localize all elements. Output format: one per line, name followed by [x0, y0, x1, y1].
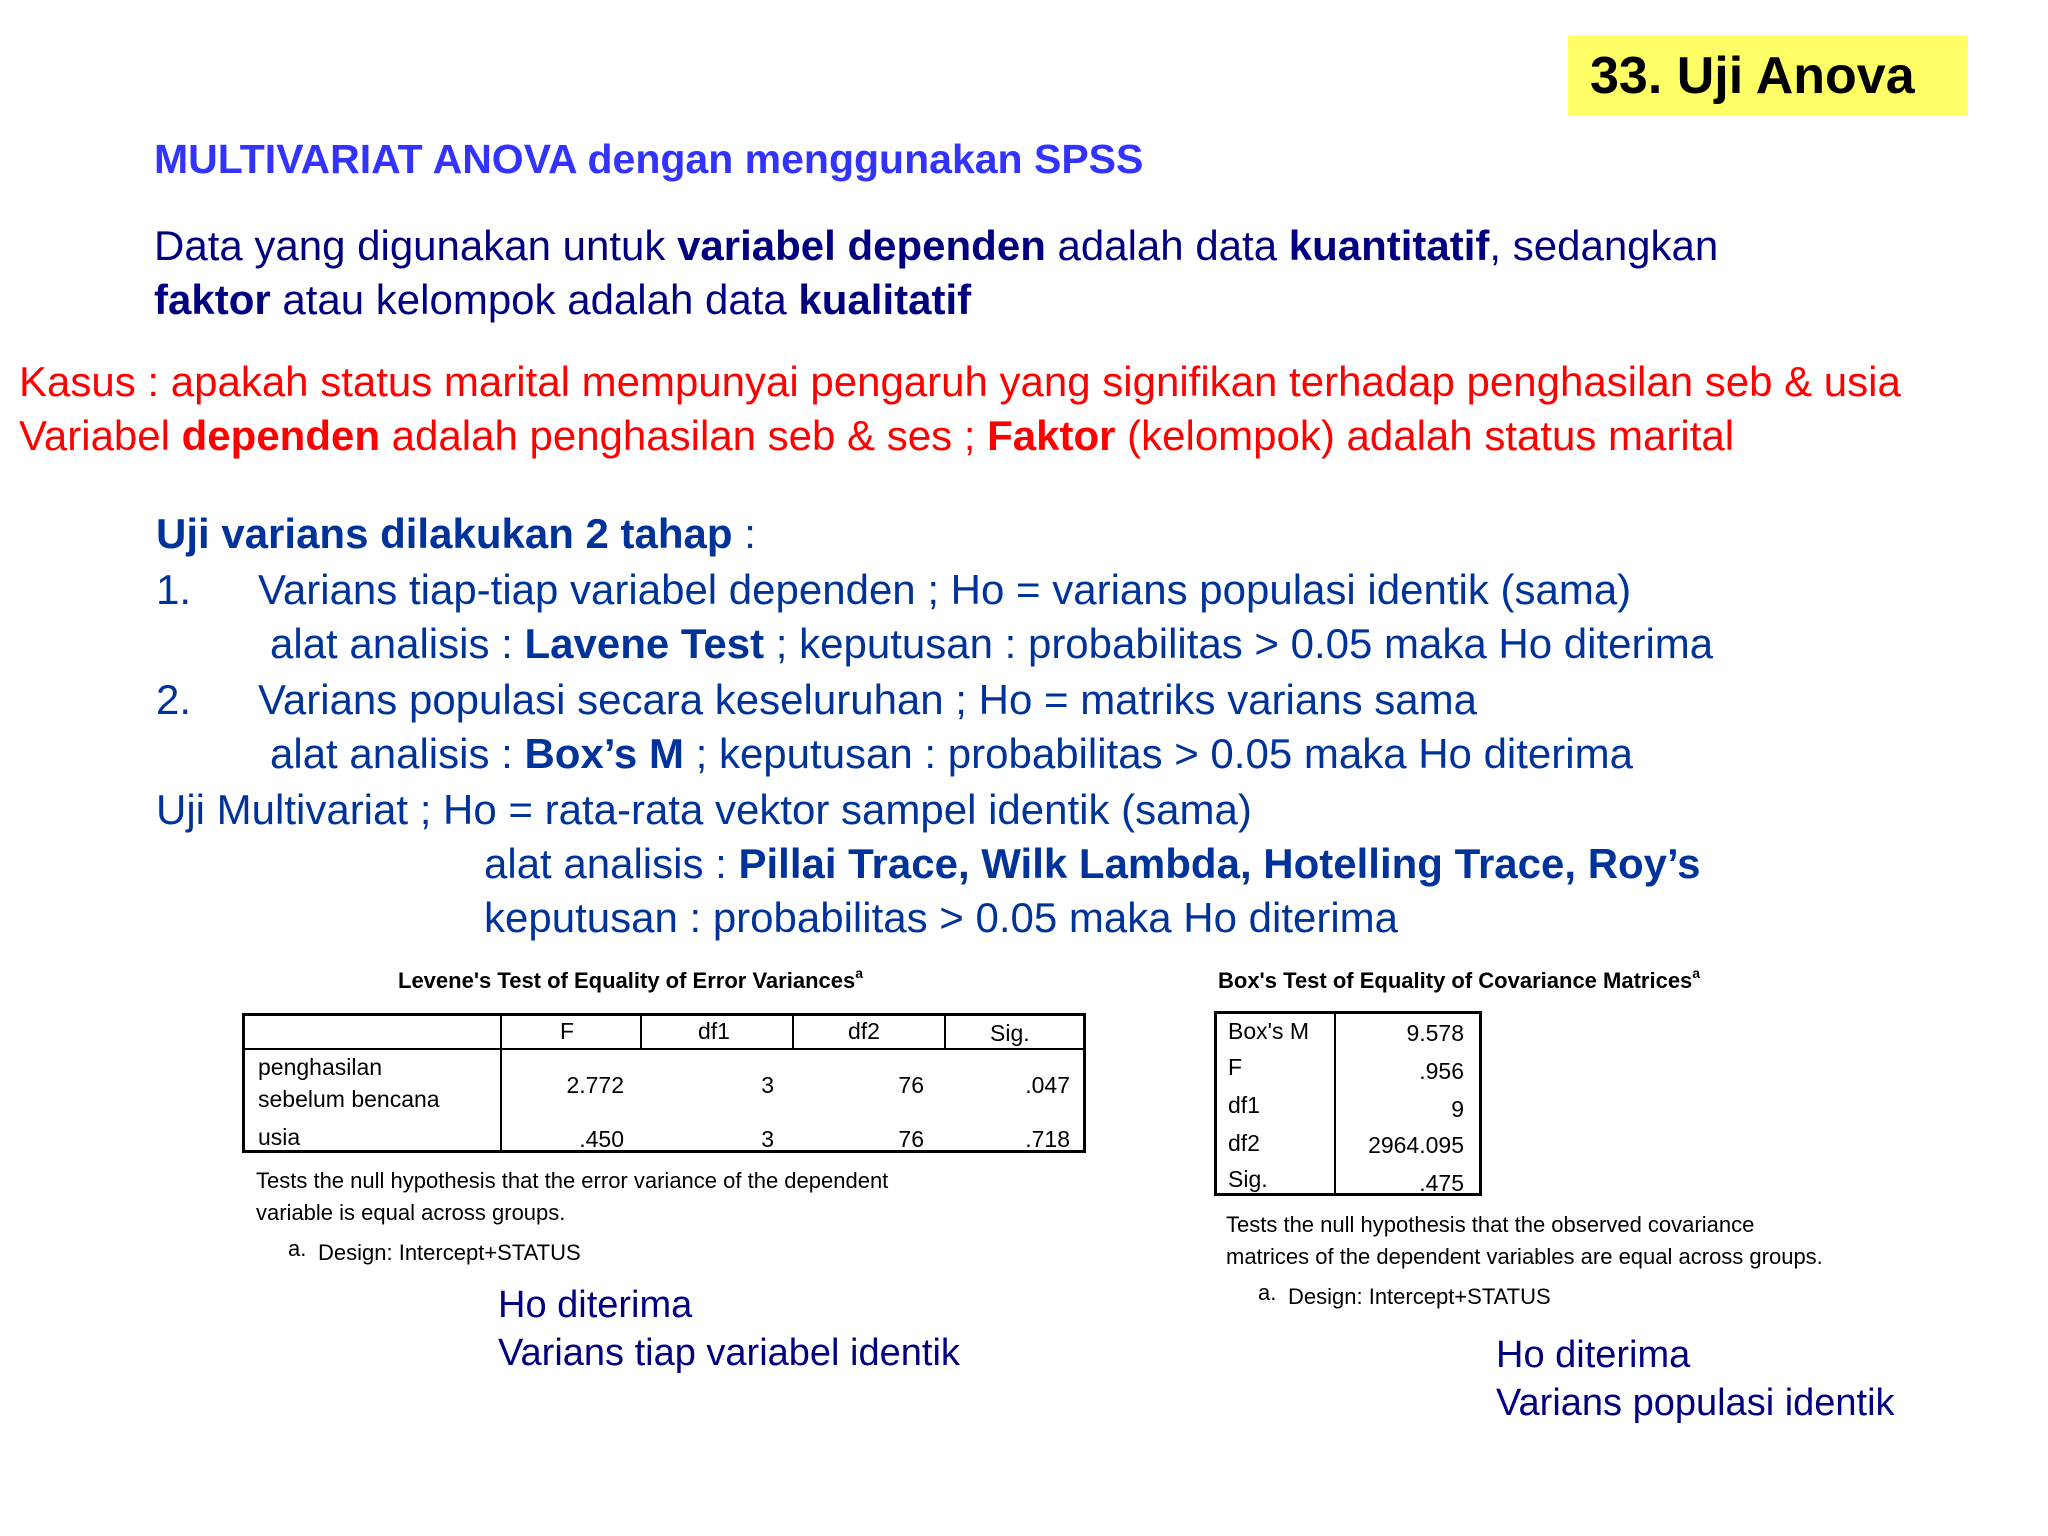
step-1-tool: alat analisis : Lavene Test ; keputusan : probabilitas > 0.05 maka Ho diterima — [270, 620, 1714, 667]
box-row-5-label: Sig. — [1228, 1166, 1268, 1192]
levene-note-2: variable is equal across groups. — [256, 1200, 566, 1225]
levene-note-1: Tests the null hypothesis that the error variance of the dependent — [256, 1168, 889, 1193]
levene-header-df1: df1 — [698, 1018, 730, 1044]
step-2-number: 2. — [156, 676, 192, 723]
steps-heading: Uji varians dilakukan 2 tahap : — [156, 510, 756, 557]
box-conclusion-2: Varians populasi identik — [1496, 1382, 1895, 1424]
box-row-2-label: F — [1228, 1054, 1243, 1080]
box-row-4-label: df2 — [1228, 1130, 1260, 1156]
box-caption: Box's Test of Equality of Covariance Matrices$^a$ — [1218, 965, 1701, 993]
levene-header-sig: Sig. — [990, 1020, 1030, 1046]
levene-header-df2: df2 — [848, 1018, 880, 1044]
levene-row-1-df2: 76 — [898, 1072, 924, 1098]
box-conclusion-1: Ho diterima — [1496, 1334, 1691, 1376]
levene-footnote: Design: Intercept+STATUS — [318, 1240, 581, 1265]
box-row-1-value: 9.578 — [1406, 1020, 1464, 1046]
levene-row-1-label-1: penghasilan — [258, 1054, 383, 1080]
levene-row-1-sig: .047 — [1025, 1072, 1070, 1098]
intro-line-1: Data yang digunakan untuk variabel dependen adalah data kuantitatif, sedangkan — [154, 222, 1719, 269]
levene-table — [242, 1013, 1086, 1153]
multivariate-line: Uji Multivariat ; Ho = rata-rata vektor sampel identik (sama) — [156, 786, 1252, 833]
box-note-2: matrices of the dependent variables are equal across groups. — [1226, 1244, 1823, 1269]
box-row-5-value: .475 — [1419, 1170, 1464, 1196]
levene-conclusion-2: Varians tiap variabel identik — [498, 1332, 960, 1374]
levene-caption: Levene's Test of Equality of Error Variances$^a$ — [398, 965, 864, 993]
levene-row-2-f: .450 — [579, 1126, 624, 1152]
box-row-3-value: 9 — [1451, 1096, 1464, 1122]
levene-header-f: F — [560, 1018, 575, 1044]
box-row-4-value: 2964.095 — [1368, 1132, 1464, 1158]
levene-conclusion-1: Ho diterima — [498, 1284, 693, 1326]
levene-row-2-df1: 3 — [761, 1126, 774, 1152]
multivariate-decision: keputusan : probabilitas > 0.05 maka Ho diterima — [484, 894, 1399, 941]
levene-row-1-df1: 3 — [761, 1072, 774, 1098]
box-note-1: Tests the null hypothesis that the observed covariance — [1226, 1212, 1755, 1237]
multivariate-tool: alat analisis : Pillai Trace, Wilk Lambda, Hotelling Trace, Roy’s — [484, 840, 1701, 887]
levene-row-1-f: 2.772 — [566, 1072, 624, 1098]
box-row-2-value: .956 — [1419, 1058, 1464, 1084]
step-1-number: 1. — [156, 566, 192, 613]
intro-line-2: faktor atau kelompok adalah data kualitatif — [154, 276, 972, 323]
box-row-3-label: df1 — [1228, 1092, 1260, 1118]
slide-title: 33. Uji Anova — [1590, 47, 1915, 105]
step-2-text: Varians populasi secara keseluruhan ; Ho = matriks varians sama — [258, 676, 1477, 723]
levene-row-1-label-2: sebelum bencana — [258, 1086, 440, 1112]
step-1-text: Varians tiap-tiap variabel dependen ; Ho = varians populasi identik (sama) — [258, 566, 1632, 613]
levene-row-2-df2: 76 — [898, 1126, 924, 1152]
levene-footnote-marker: a. — [288, 1236, 307, 1261]
step-2-tool: alat analisis : Box’s M ; keputusan : probabilitas > 0.05 maka Ho diterima — [270, 730, 1633, 777]
case-line-2: Variabel dependen adalah penghasilan seb & ses ; Faktor (kelompok) adalah status marital — [19, 412, 1735, 459]
case-line-1: Kasus : apakah status marital mempunyai pengaruh yang signifikan terhadap penghasilan seb & usia — [19, 358, 1901, 405]
slide-subtitle: MULTIVARIAT ANOVA dengan menggunakan SPSS — [154, 136, 1144, 182]
levene-row-2-label: usia — [258, 1124, 301, 1150]
box-row-1-label: Box's M — [1228, 1018, 1310, 1044]
levene-row-2-sig: .718 — [1025, 1126, 1070, 1152]
box-footnote-marker: a. — [1258, 1280, 1277, 1305]
box-footnote: Design: Intercept+STATUS — [1288, 1284, 1551, 1309]
